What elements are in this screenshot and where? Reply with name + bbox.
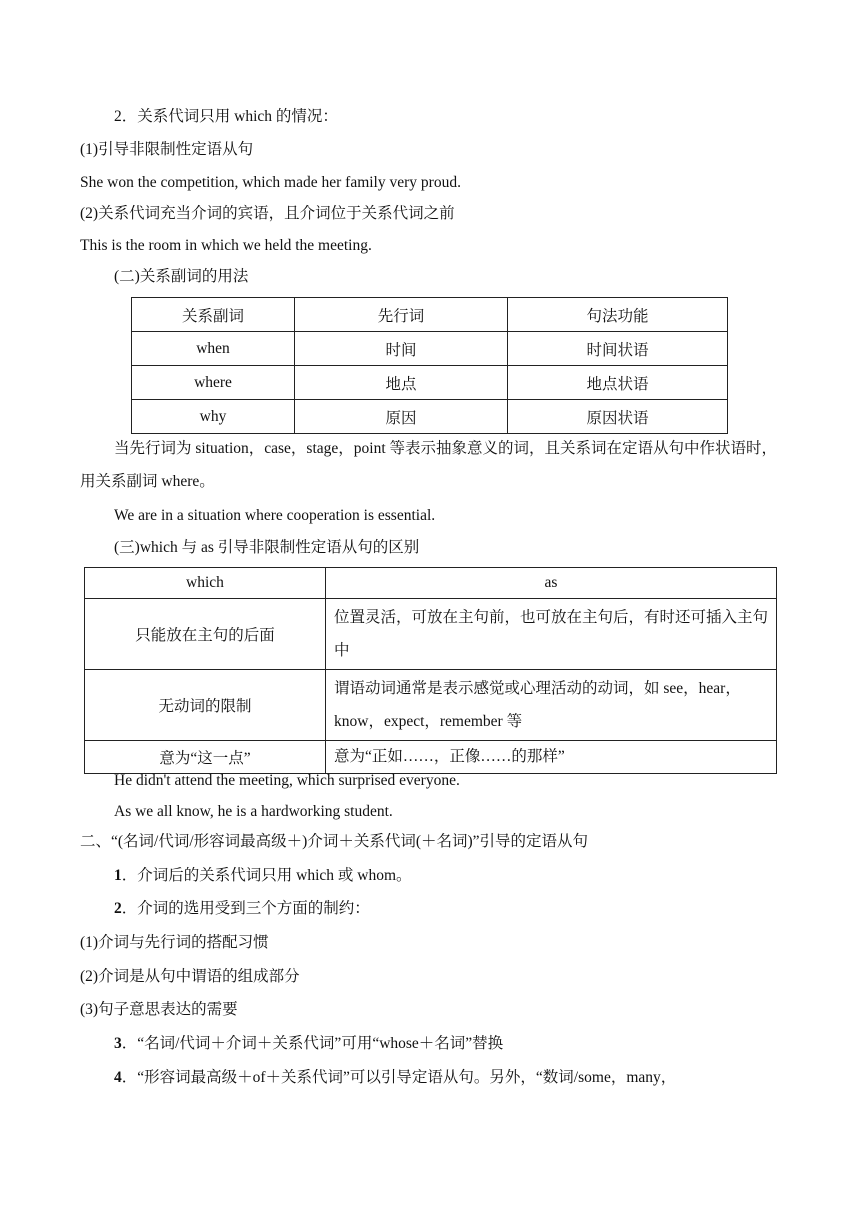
table-cell: where (132, 366, 295, 400)
item-number: 3 (114, 1035, 122, 1052)
item-number: 2 (114, 900, 122, 917)
text-line (114, 1033, 503, 1055)
table-cell: 时间状语 (508, 332, 728, 366)
text-line: (2)关系代词充当介词的宾语，且介词位于关系代词之前 (80, 205, 455, 222)
text-line (114, 898, 370, 920)
table-cell: 原因 (295, 400, 508, 434)
table-cell: 位置灵活，可放在主句前，也可放在主句后，有时还可插入主句中 (326, 599, 777, 670)
table-cell: 只能放在主句的后面 (85, 599, 326, 670)
section-heading: (三)which 与 as 引导非限制性定语从句的区别 (114, 539, 420, 556)
paragraph: 当先行词为 situation，case，stage，point 等表示抽象意义的词，且关系词在定语从句中作状语时，用关系副词 where。 (80, 440, 778, 490)
text-line: (1)介词与先行词的搭配习惯 (80, 934, 269, 951)
table-cell: 地点状语 (508, 366, 728, 400)
example-sentence: She won the competition, which made her family very proud. (80, 174, 461, 191)
table-header-cell: 先行词 (295, 298, 508, 332)
table-header-cell: 句法功能 (508, 298, 728, 332)
table-header-cell: as (326, 568, 777, 599)
example-sentence: He didn't attend the meeting, which surprised everyone. (114, 772, 460, 789)
table-row (85, 670, 777, 741)
text-content: ．“形容词最高级＋of＋关系代词”可以引导定语从句。另外，“数词/some，many， (121, 1069, 677, 1086)
table-cell: 谓语动词通常是表示感觉或心理活动的动词，如 see，hear，know，expect，remember 等 (326, 670, 777, 741)
section-heading: 二、“(名词/代词/形容词最高级＋)介词＋关系代词(＋名词)”引导的定语从句 (80, 833, 589, 850)
table-header-cell: 关系副词 (132, 298, 295, 332)
relative-adverb-table (131, 297, 728, 434)
text-line (114, 106, 338, 128)
example-sentence: This is the room in which we held the meeting. (80, 237, 372, 254)
text-content: 2．关系代词只用 which 的情况： (114, 108, 338, 125)
example-sentence: We are in a situation where cooperation is essential. (114, 507, 436, 524)
section-heading: (二)关系副词的用法 (114, 268, 249, 285)
item-number: 1 (114, 867, 122, 884)
table-row (85, 599, 777, 670)
table-cell: 无动词的限制 (85, 670, 326, 741)
text-line: (3)句子意思表达的需要 (80, 1001, 238, 1018)
table-row (132, 332, 728, 366)
table-header-row (85, 568, 777, 599)
text-line (114, 865, 412, 887)
text-content: ．“名词/代词＋介词＋关系代词”可用“whose＋名词”替换 (121, 1035, 504, 1052)
which-as-comparison-table (84, 567, 777, 774)
table-cell: 原因状语 (508, 400, 728, 434)
table-row (132, 366, 728, 400)
table-row (85, 741, 777, 774)
table-cell: 时间 (295, 332, 508, 366)
text-line: (1)引导非限制性定语从句 (80, 141, 254, 158)
table-cell: 意为“正如……，正像……的那样” (326, 741, 777, 774)
table-cell: 意为“这一点” (85, 741, 326, 774)
table-header-cell: which (85, 568, 326, 599)
example-sentence: As we all know, he is a hardworking student. (114, 803, 393, 820)
text-line: (2)介词是从句中谓语的组成部分 (80, 968, 300, 985)
text-content: ．介词后的关系代词只用 which 或 whom。 (121, 867, 412, 884)
table-cell: 地点 (295, 366, 508, 400)
text-content: ．介词的选用受到三个方面的制约： (121, 900, 370, 917)
text-line (114, 1067, 676, 1089)
table-cell: why (132, 400, 295, 434)
table-row (132, 400, 728, 434)
table-cell: when (132, 332, 295, 366)
item-number: 4 (114, 1069, 122, 1086)
table-header-row (132, 298, 728, 332)
